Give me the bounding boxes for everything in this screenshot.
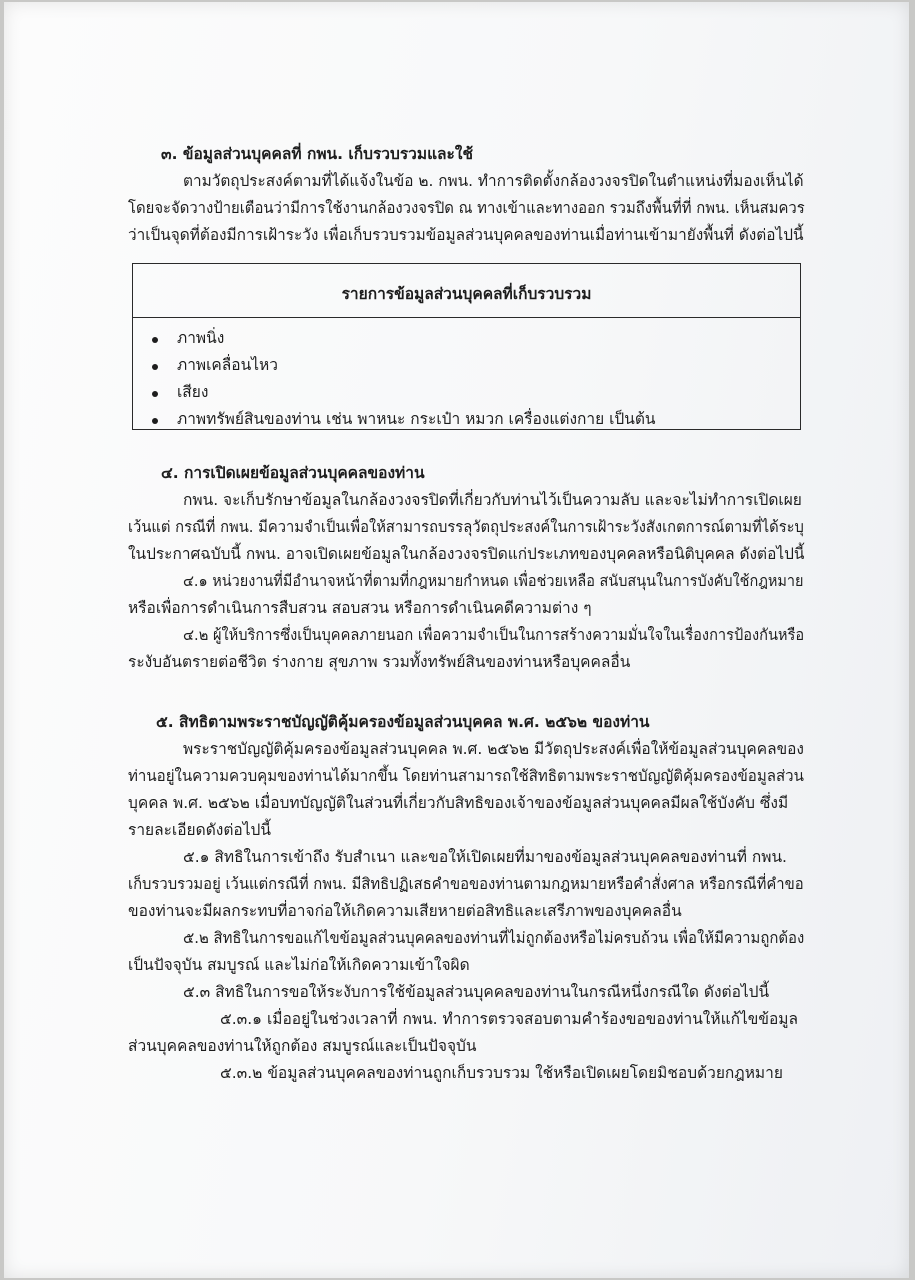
bullet-icon <box>152 418 158 424</box>
bullet-icon <box>152 391 158 397</box>
bullet-icon <box>152 364 158 370</box>
table-list-item: เสียง <box>177 383 209 401</box>
section-5-line: ท่านอยู่ในความควบคุมของท่านได้มากขึ้น โดยท่านสามารถใช้สิทธิตามพระราชบัญญัติคุ้มครองข้อมูลส่วน <box>128 767 804 785</box>
section-4-line: กพน. จะเก็บรักษาข้อมูลในกล้องวงจรปิดที่เกี่ยวกับท่านไว้เป็นความลับ และจะไม่ทำการเปิดเผย <box>183 491 802 509</box>
section-5-line: ส่วนบุคคลของท่านให้ถูกต้อง สมบูรณ์และเป็นปัจจุบัน <box>128 1037 477 1055</box>
section-4-line: ระงับอันตรายต่อชีวิต ร่างกาย สุขภาพ รวมทั้งทรัพย์สินของท่านหรือบุคคลอื่น <box>128 653 631 671</box>
section-4-heading: ๔. การเปิดเผยข้อมูลส่วนบุคคลของท่าน <box>161 464 425 482</box>
section-5-heading: ๕. สิทธิตามพระราชบัญญัติคุ้มครองข้อมูลส่วนบุคคล พ.ศ. ๒๕๖๒ ของท่าน <box>156 713 650 731</box>
section-4-line: หรือเพื่อการดำเนินการสืบสวน สอบสวน หรือการดำเนินคดีความต่าง ๆ <box>128 599 592 617</box>
section-5-line: รายละเอียดดังต่อไปนี้ <box>128 821 271 839</box>
table-list-item: ภาพนิ่ง <box>177 329 225 347</box>
bullet-icon <box>152 337 158 343</box>
collected-data-table <box>132 263 801 430</box>
section-5-line: ๕.๓.๑ เมื่ออยู่ในช่วงเวลาที่ กพน. ทำการตรวจสอบตามคำร้องขอของท่านให้แก้ไขข้อมูล <box>220 1010 798 1028</box>
section-3-line: ตามวัตถุประสงค์ตามที่ได้แจ้งในข้อ ๒. กพน. ทำการติดตั้งกล้องวงจรปิดในตำแหน่งที่มองเห็นได้ <box>183 172 804 190</box>
table-divider <box>133 317 800 318</box>
section-5-line: บุคคล พ.ศ. ๒๕๖๒ เมื่อบทบัญญัติในส่วนที่เกี่ยวกับสิทธิของเจ้าของข้อมูลส่วนบุคคลมีผลใช้บังคับ ซึ่งมี <box>128 794 789 812</box>
section-5-line: เป็นปัจจุบัน สมบูรณ์ และไม่ก่อให้เกิดความเข้าใจผิด <box>128 956 470 974</box>
section-5-line: ๕.๓.๒ ข้อมูลส่วนบุคคลของท่านถูกเก็บรวบรวม ใช้หรือเปิดเผยโดยมิชอบด้วยกฎหมาย <box>220 1064 783 1082</box>
section-4-line: เว้นแต่ กรณีที่ กพน. มีความจำเป็นเพื่อให้สามารถบรรลุวัตถุประสงค์ในการเฝ้าระวังสังเกตการณ์ตามที่ได้ระบุ <box>128 518 804 536</box>
section-4-line: ๔.๒ ผู้ให้บริการซึ่งเป็นบุคคลภายนอก เพื่อความจำเป็นในการสร้างความมั่นใจในเรื่องการป้องกันหรือ <box>183 626 805 644</box>
section-5-line: ๕.๑ สิทธิในการเข้าถึง รับสำเนา และขอให้เปิดเผยที่มาของข้อมูลส่วนบุคคลของท่านที่ กพน. <box>183 848 787 866</box>
section-5-line: พระราชบัญญัติคุ้มครองข้อมูลส่วนบุคคล พ.ศ. ๒๕๖๒ มีวัตถุประสงค์เพื่อให้ข้อมูลส่วนบุคคลของ <box>183 740 804 758</box>
section-4-line: ในประกาศฉบับนี้ กพน. อาจเปิดเผยข้อมูลในกล้องวงจรปิดแก่ประเภทของบุคคลหรือนิติบุคคล ดังต่อไปนี้ <box>128 545 805 563</box>
section-3-heading: ๓. ข้อมูลส่วนบุคคลที่ กพน. เก็บรวบรวมและใช้ <box>161 145 473 163</box>
section-3-line: ว่าเป็นจุดที่ต้องมีการเฝ้าระวัง เพื่อเก็บรวบรวมข้อมูลส่วนบุคคลของท่านเมื่อท่านเข้ามายังพื้นที่ ดังต่อไปนี้ <box>128 226 804 244</box>
section-5-line: ๕.๒ สิทธิในการขอแก้ไขข้อมูลส่วนบุคคลของท่านที่ไม่ถูกต้องหรือไม่ครบถ้วน เพื่อให้มีความถูกต้อง <box>183 929 805 947</box>
section-5-line: ของท่านจะมีผลกระทบที่อาจก่อให้เกิดความเสียหายต่อสิทธิและเสรีภาพของบุคคลอื่น <box>128 902 682 920</box>
section-5-line: ๕.๓ สิทธิในการขอให้ระงับการใช้ข้อมูลส่วนบุคคลของท่านในกรณีหนึ่งกรณีใด ดังต่อไปนี้ <box>183 983 770 1001</box>
section-5-line: เก็บรวบรวมอยู่ เว้นแต่กรณีที่ กพน. มีสิทธิปฏิเสธคำขอของท่านตามกฎหมายหรือคำสั่งศาล หรือกรณีที่คำขอ <box>128 875 804 893</box>
table-list-item: ภาพทรัพย์สินของท่าน เช่น พาหนะ กระเป๋า หมวก เครื่องแต่งกาย เป็นต้น <box>177 410 656 428</box>
table-list-item: ภาพเคลื่อนไหว <box>177 356 278 374</box>
section-4-line: ๔.๑ หน่วยงานที่มีอำนาจหน้าที่ตามที่กฎหมายกำหนด เพื่อช่วยเหลือ สนับสนุนในการบังคับใช้กฎหมาย <box>183 572 804 590</box>
document-page <box>4 2 909 1278</box>
table-header: รายการข้อมูลส่วนบุคคลที่เก็บรวบรวม <box>341 285 592 303</box>
section-3-line: โดยจะจัดวางป้ายเตือนว่ามีการใช้งานกล้องวงจรปิด ณ ทางเข้าและทางออก รวมถึงพื้นที่ที่ กพน. เห็นสมควร <box>128 199 805 217</box>
